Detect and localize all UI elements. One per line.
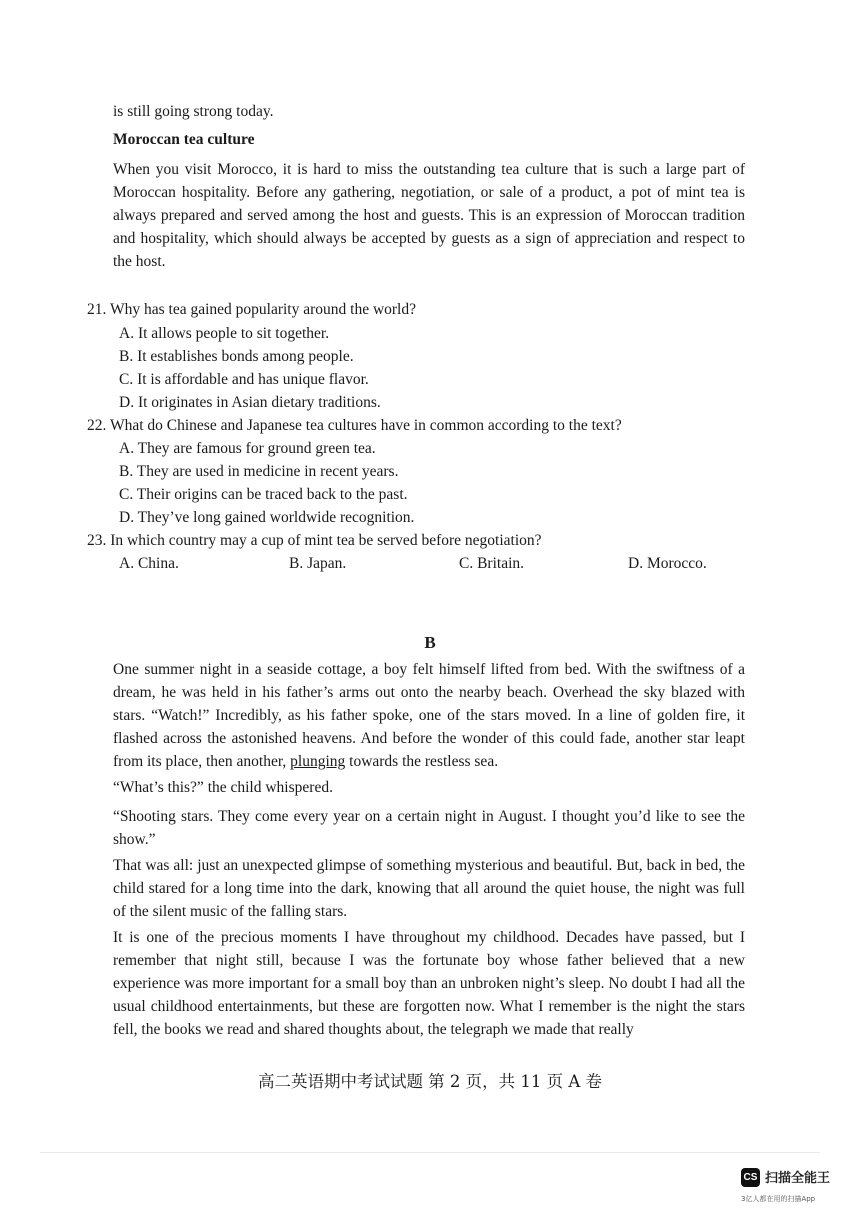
question-23: 23. In which country may a cup of mint tea be served before negotiation? [87, 532, 542, 549]
p1-text-after: towards the restless sea. [345, 752, 499, 770]
page-footer: 高二英语期中考试试题 第 2 页，共 11 页 A 卷 [257, 1072, 603, 1091]
underlined-word: plunging [290, 752, 346, 770]
option-21b: B. It establishes bonds among people. [119, 348, 354, 365]
option-21c: C. It is affordable and has unique flavor. [119, 371, 369, 388]
scanner-brand: 扫描全能王 [765, 1171, 831, 1186]
scanner-tagline: 3亿人都在用的扫描App [741, 1195, 816, 1203]
option-23d: D. Morocco. [628, 555, 707, 572]
option-22c: C. Their origins can be traced back to the past. [119, 486, 408, 503]
passage-b-paragraph-3: “Shooting stars. They come every year on a certain night in August. I thought you’d like to see the show.” [113, 808, 745, 848]
camscanner-logo-icon: CS [741, 1168, 760, 1187]
moroccan-paragraph-text: When you visit Morocco, it is hard to miss the outstanding tea culture that is such a large part of Moroccan hospitality. Before any gathering, negotiation, or sale of a product, a pot of mint tea is always prepared and served among the host and guests. This is an expression of Moroccan tradition and hospitality, which should always be accepted by guests as a sign of appreciation and respect to the host. [113, 161, 745, 270]
carryover-line: is still going strong today. [113, 103, 274, 120]
passage-b-paragraph-2: “What’s this?” the child whispered. [113, 779, 333, 796]
option-22a: A. They are famous for ground green tea. [119, 440, 376, 457]
passage-b-paragraph-4: That was all: just an unexpected glimpse of something mysterious and beautiful. But, back in bed, the child stared for a long time into the dark, knowing that all around the quiet house, the night was full of the silent music of the falling stars. [113, 857, 745, 920]
passage-b-paragraph-5: It is one of the precious moments I have throughout my childhood. Decades have passed, but I remember that night still, because I was the fortunate boy whose father believed that a new experience was more important for a small boy than an unbroken night’s sleep. No doubt I had all the usual childhood entertainments, but these are forgotten now. What I remember is the night the stars fell, the books we read and shared thoughts about, the telegraph we made that really [113, 929, 745, 1038]
option-22d: D. They’ve long gained worldwide recognition. [119, 509, 415, 526]
option-23b: B. Japan. [289, 555, 347, 572]
option-21d: D. It originates in Asian dietary traditions. [119, 394, 381, 411]
moroccan-paragraph [113, 159, 745, 274]
option-23c: C. Britain. [459, 555, 525, 572]
passage-b-paragraph-1 [113, 659, 745, 774]
section-b-label: B [424, 633, 436, 652]
p1-text-before: One summer night in a seaside cottage, a boy felt himself lifted from bed. With the swiftness of a dream, he was held in his father’s arms out onto the nearby beach. Overhead the sky blazed with stars. “Watch!” Incredibly, as his father spoke, one of the stars moved. In a line of golden fire, it flashed across the astonished heavens. And before the wonder of this could fade, another star leapt from its place, then another, [113, 661, 745, 770]
option-22b: B. They are used in medicine in recent years. [119, 463, 399, 480]
question-21: 21. Why has tea gained popularity around the world? [87, 301, 416, 318]
section-heading: Moroccan tea culture [113, 131, 255, 148]
option-23a: A. China. [119, 555, 179, 572]
option-21a: A. It allows people to sit together. [119, 325, 330, 342]
question-22: 22. What do Chinese and Japanese tea cultures have in common according to the text? [87, 417, 622, 434]
scan-divider [40, 1152, 820, 1153]
